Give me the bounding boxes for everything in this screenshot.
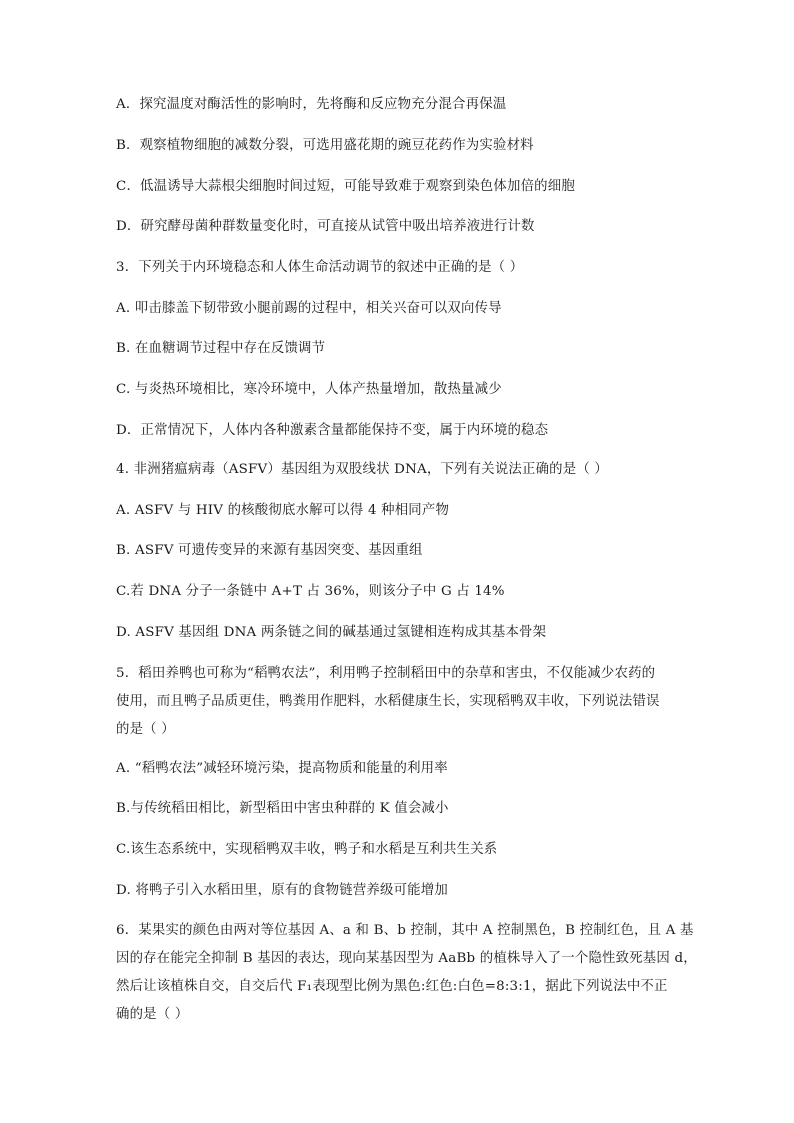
- question-3-option-a: A. 叩击膝盖下韧带致小腿前踢的过程中，相关兴奋可以双向传导: [116, 301, 502, 316]
- question-5-stem: [116, 660, 696, 744]
- question-5-stem-line: 使用，而且鸭子品质更佳，鸭粪用作肥料，水稻健康生长，实现稻鸭双丰收，下列说法错误: [116, 694, 660, 709]
- question-6-stem-line: 6．某果实的颜色由两对等位基因 A、a 和 B、b 控制，其中 A 控制黑色，B 控制红色，且 A 基: [116, 923, 694, 938]
- prev-option-d: D．研究酵母菌种群数量变化时，可直接从试管中吸出培养液进行计数: [116, 219, 535, 234]
- question-3-option-c: C. 与炎热环境相比，寒冷环境中，人体产热量增加，散热量减少: [116, 382, 502, 397]
- question-5-option-b: B.与传统稻田相比，新型稻田中害虫种群的 K 值会减小: [116, 801, 449, 816]
- question-4-stem: 4. 非洲猪瘟病毒（ASFV）基因组为双股线状 DNA，下列有关说法正确的是（ ）: [116, 462, 608, 477]
- question-4-option-c: C.若 DNA 分子一条链中 A+T 占 36%，则该分子中 G 占 14%: [116, 584, 505, 599]
- question-4-option-d: D. ASFV 基因组 DNA 两条链之间的碱基通过氢键相连构成其基本骨架: [116, 625, 547, 640]
- prev-option-a: A．探究温度对酶活性的影响时，先将酶和反应物充分混合再保温: [116, 97, 507, 112]
- question-3-stem: 3．下列关于内环境稳态和人体生命活动调节的叙述中正确的是（ ）: [116, 260, 524, 275]
- question-5-option-d: D. 将鸭子引入水稻田里，原有的食物链营养级可能增加: [116, 883, 448, 898]
- question-6-stem-line: 因的存在能完全抑制 B 基因的表达，现向某基因型为 AaBb 的植株导入了一个隐性致死基因 d，: [116, 951, 697, 966]
- question-3-option-d: D．正常情况下，人体内各种激素含量都能保持不变，属于内环境的稳态: [116, 423, 549, 438]
- question-5-option-a: A. “稻鸭农法”减轻环境污染，提高物质和能量的利用率: [116, 761, 448, 776]
- question-4-option-b: B. ASFV 可遗传变异的来源有基因突变、基因重组: [116, 543, 423, 558]
- question-5-stem-line: 的是（ ）: [116, 722, 175, 737]
- question-5-option-c: C.该生态系统中，实现稻鸭双丰收，鸭子和水稻是互利共生关系: [116, 842, 498, 857]
- question-4-option-a: A. ASFV 与 HIV 的核酸彻底水解可以得 4 种相同产物: [116, 503, 450, 518]
- prev-option-c: C．低温诱导大蒜根尖细胞时间过短，可能导致难于观察到染色体加倍的细胞: [116, 179, 575, 194]
- question-6-stem-line: 然后让该植株自交，自交后代 F₁表现型比例为黑色:红色:白色=8:3:1，据此下列说法中不正: [116, 979, 668, 994]
- question-5-stem-line: 5．稻田养鸭也可称为“稻鸭农法”，利用鸭子控制稻田中的杂草和害虫，不仅能减少农药的: [116, 666, 656, 681]
- question-6-stem-line: 确的是（ ）: [116, 1007, 189, 1022]
- question-6-stem: [116, 917, 696, 1029]
- question-3-option-b: B. 在血糖调节过程中存在反馈调节: [116, 341, 326, 356]
- prev-option-b: B．观察植物细胞的减数分裂，可选用盛花期的豌豆花药作为实验材料: [116, 138, 534, 153]
